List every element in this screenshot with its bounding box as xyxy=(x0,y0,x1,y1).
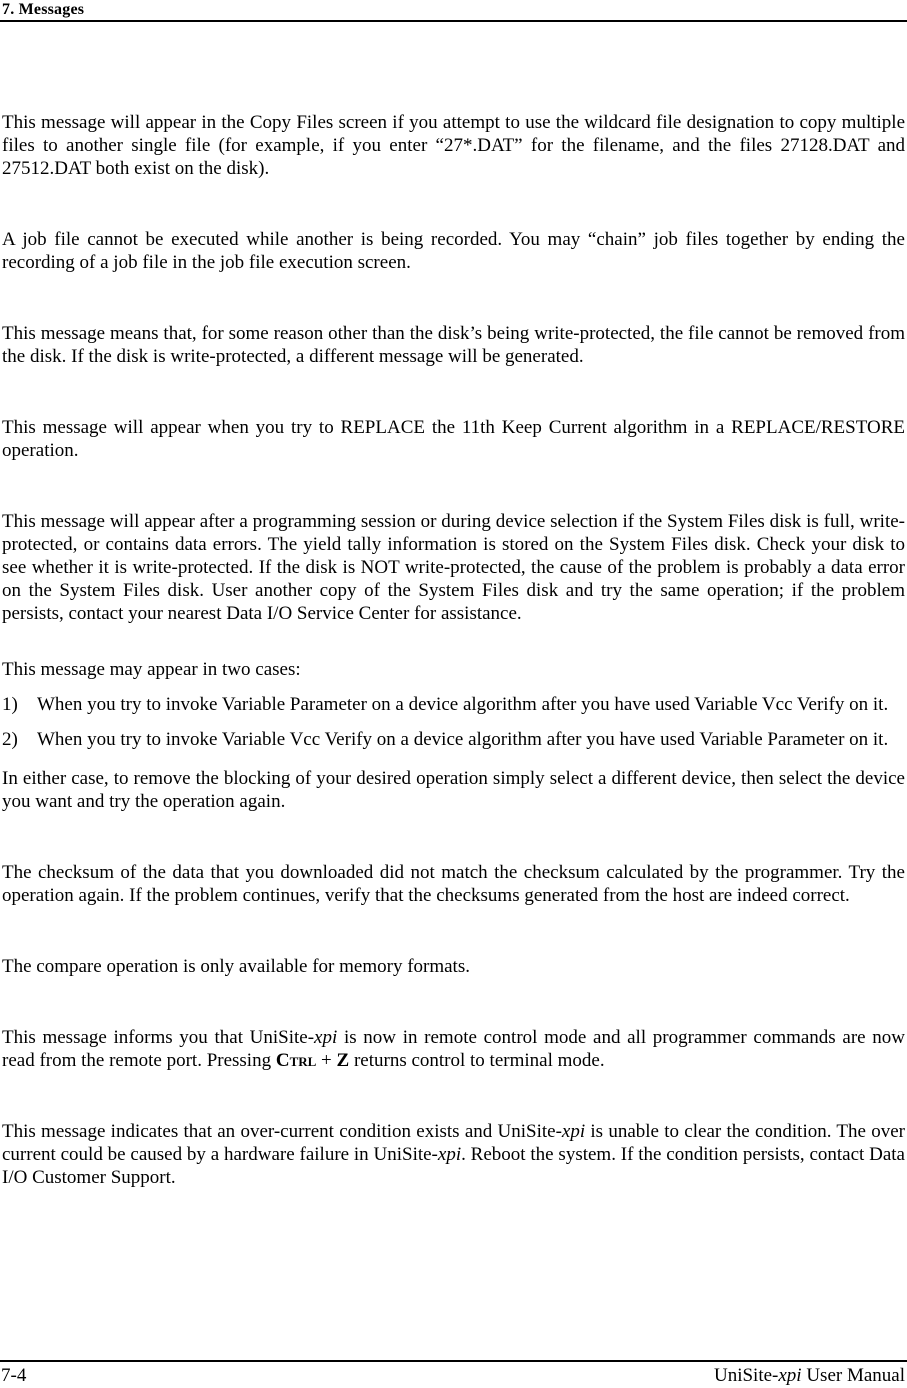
paragraph xyxy=(2,510,905,625)
document-body xyxy=(0,111,907,1189)
text-segment: Z xyxy=(336,1050,350,1071)
text-segment: In either case, to remove the blocking of your desired operation simply select a different device, then select the device you want and try the operation again. xyxy=(2,768,905,812)
text-segment: This message will appear after a programming session or during device selection if the System Files disk is full, write-protected, or contains data errors. The yield tally information is stored on the System Files disk. Check your disk to see whether it is write-protected. If the disk is NOT write-protected, the cause of the problem is probably a data error on the System Files disk. User another copy of the System Files disk and try the same operation; if the problem persists, contact your nearest Data I/O Service Center for assistance. xyxy=(2,511,905,624)
paragraph xyxy=(2,111,905,180)
text-segment: + xyxy=(316,1050,337,1071)
text-segment: This message will appear in the Copy Files screen if you attempt to use the wildcard file designation to copy multiple files to another single file (for example, if you enter “27*.DAT” for the filename, and the files 27128.DAT and 27512.DAT both exist on the disk). xyxy=(2,112,905,179)
text-segment: When you try to invoke Variable Vcc Verify on a device algorithm after you have used Variable Parameter on it. xyxy=(37,729,889,750)
paragraph xyxy=(2,322,905,368)
list-marker: 2) xyxy=(2,729,18,750)
paragraph xyxy=(2,228,905,274)
list-item xyxy=(2,693,905,716)
paragraph xyxy=(2,767,905,813)
text-segment: This message informs you that UniSite- xyxy=(2,1027,315,1048)
page-number: 7-4 xyxy=(1,1365,27,1386)
list-marker: 1) xyxy=(2,694,18,715)
text-segment: xpi xyxy=(778,1365,802,1386)
text-segment: UniSite- xyxy=(713,1365,779,1386)
paragraph xyxy=(2,1026,905,1072)
text-segment: This message means that, for some reason other than the disk’s being write-protected, the file cannot be removed from the disk. If the disk is write-protected, a different message will be generated. xyxy=(2,323,905,367)
text-segment: returns control to terminal mode. xyxy=(349,1050,605,1071)
text-segment: This message may appear in two cases: xyxy=(2,659,301,680)
text-segment: is unable to clear the condition. The over current could be caused by a hardware failure in UniSite- xyxy=(2,1121,905,1165)
manual-title xyxy=(714,1365,905,1386)
list-item xyxy=(2,728,905,751)
page-footer xyxy=(0,1360,907,1388)
text-segment: is now in remote control mode and all programmer commands are now read from the remote port. Pressing xyxy=(2,1027,905,1071)
paragraph xyxy=(2,658,905,681)
paragraph xyxy=(2,861,905,907)
text-segment: Ctrl xyxy=(275,1050,317,1071)
paragraph xyxy=(2,416,905,462)
text-segment: User Manual xyxy=(801,1365,905,1386)
text-segment: A job file cannot be executed while another is being recorded. You may “chain” job files together by ending the recording of a job file in the job file execution screen. xyxy=(2,229,905,273)
text-segment: xpi xyxy=(314,1027,338,1048)
text-segment: . Reboot the system. If the condition persists, contact Data I/O Customer Support. xyxy=(2,1144,905,1188)
text-segment: xpi xyxy=(437,1144,462,1165)
text-segment: This message indicates that an over-current condition exists and UniSite- xyxy=(2,1121,562,1142)
text-segment: The compare operation is only available for memory formats. xyxy=(2,956,470,977)
text-segment: xpi xyxy=(561,1121,586,1142)
paragraph xyxy=(2,1120,905,1189)
paragraph xyxy=(2,955,905,978)
page-header xyxy=(0,0,907,22)
chapter-title: 7. Messages xyxy=(2,1,85,18)
text-segment: This message will appear when you try to REPLACE the 11th Keep Current algorithm in a REPLACE/RESTORE operation. xyxy=(2,417,905,461)
text-segment: The checksum of the data that you downloaded did not match the checksum calculated by the programmer. Try the operation again. If the problem continues, verify that the checksums generated from the host are indeed correct. xyxy=(2,862,905,906)
text-segment: When you try to invoke Variable Parameter on a device algorithm after you have used Variable Vcc Verify on it. xyxy=(37,694,889,715)
